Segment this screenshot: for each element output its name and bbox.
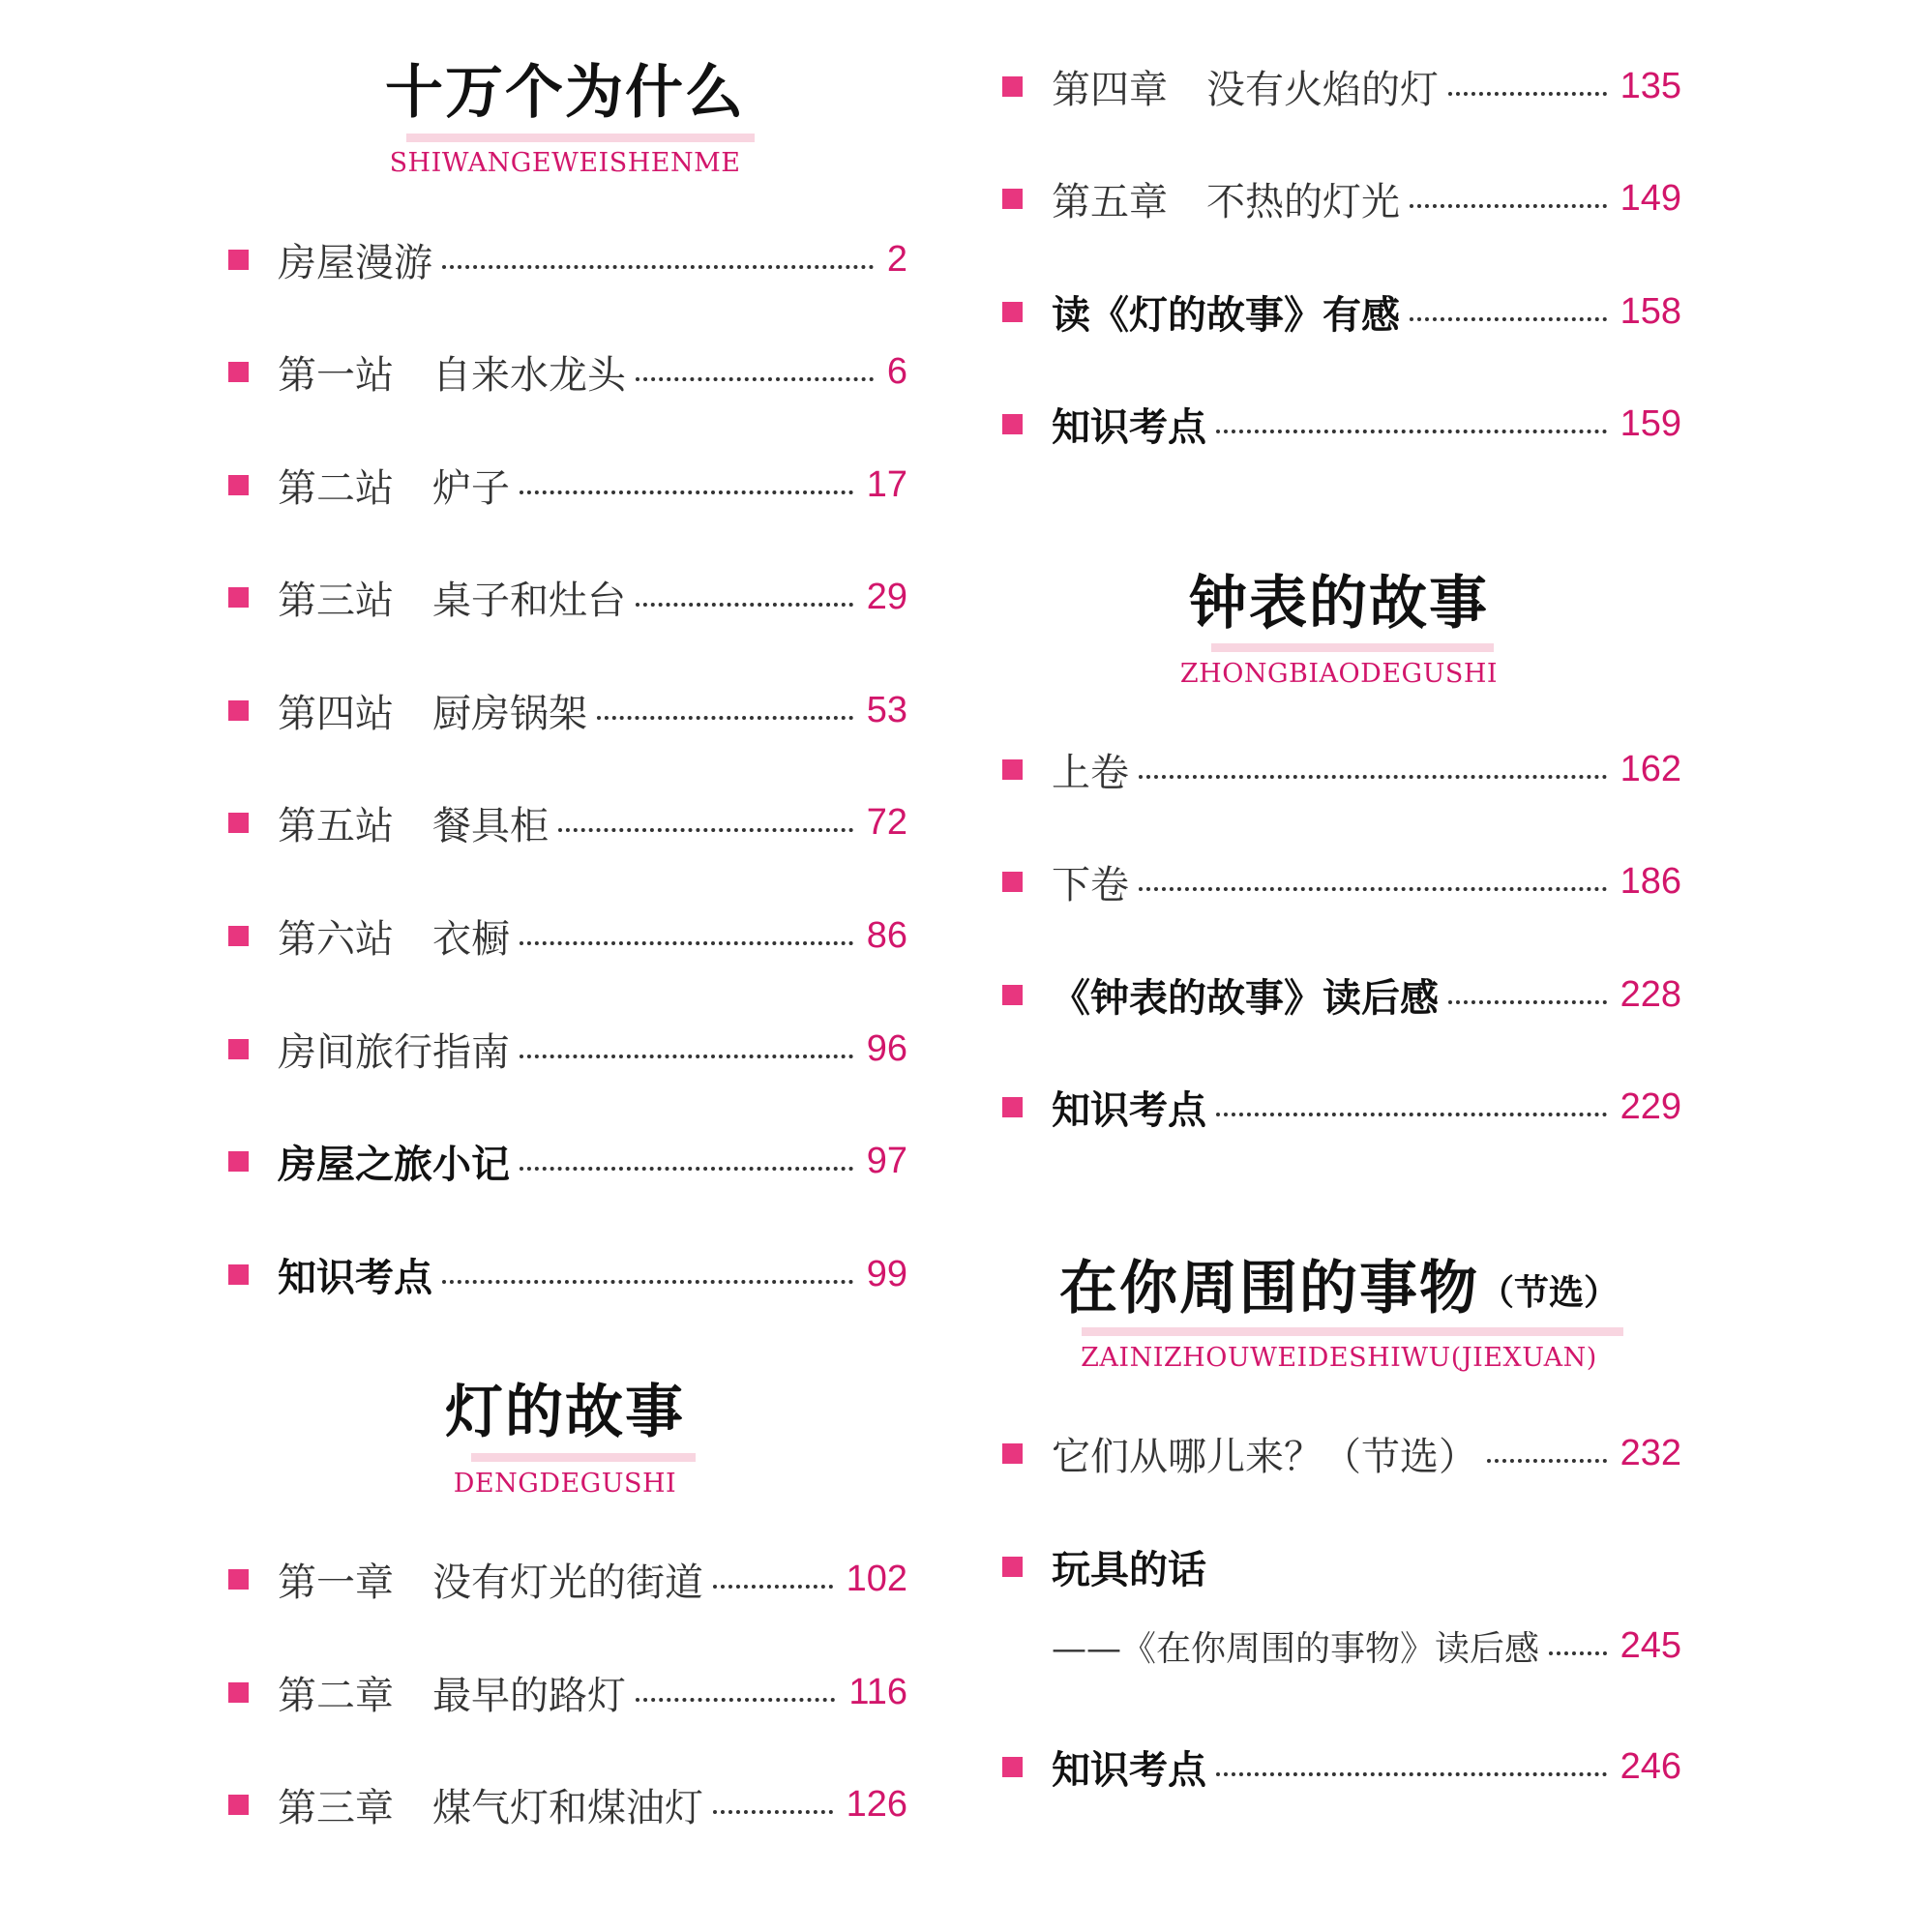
dot-leader (1549, 1651, 1607, 1655)
toc-entry[interactable] (996, 740, 1681, 798)
entry-label: 知识考点 (1052, 404, 1206, 450)
entry-label: 房屋漫游 (278, 240, 432, 285)
toc-entry[interactable] (223, 456, 907, 514)
dot-leader (1216, 430, 1607, 433)
section-title-text: 在你周围的事物 (1058, 1255, 1479, 1323)
section-title: 十万个为什么 (385, 59, 745, 127)
dot-leader (1410, 204, 1607, 208)
dot-leader (1410, 317, 1607, 321)
entry-page: 232 (1620, 1432, 1681, 1473)
bullet-icon (228, 926, 249, 946)
entry-page: 17 (866, 463, 907, 505)
bullet-icon (1002, 1097, 1023, 1117)
section-pinyin: SHIWANGEWEISHENME (389, 148, 741, 178)
entry-label: 第五章 不热的灯光 (1052, 179, 1400, 224)
toc-entry[interactable] (223, 793, 907, 851)
toc-entry[interactable] (996, 395, 1681, 453)
toc-entry[interactable] (223, 1132, 907, 1190)
section-title-note: （节选） (1478, 1272, 1619, 1313)
entry-label: 第二站 炉子 (278, 465, 510, 511)
dot-leader (1216, 1772, 1607, 1776)
dot-leader (520, 1055, 853, 1058)
toc-entry[interactable] (996, 1537, 1681, 1595)
toc-entry[interactable] (223, 342, 907, 401)
section-title (996, 1254, 1681, 1327)
dot-leader (1216, 1113, 1607, 1116)
entry-page: 72 (866, 801, 907, 843)
toc-entry[interactable] (996, 282, 1681, 341)
bullet-icon (228, 475, 249, 495)
title-underline (406, 134, 755, 142)
entry-page: 97 (866, 1140, 907, 1181)
entry-label: 第五站 餐具柜 (278, 803, 549, 848)
dot-leader (636, 603, 853, 607)
entry-label: 第六站 衣橱 (278, 916, 510, 962)
bullet-icon (228, 362, 249, 382)
entry-label: ——《在你周围的事物》读后感 (1052, 1628, 1540, 1669)
entry-page: 228 (1620, 973, 1681, 1015)
dot-leader (442, 1280, 853, 1284)
entry-page: 2 (886, 238, 907, 280)
entry-page: 96 (866, 1027, 907, 1069)
toc-entry[interactable] (996, 169, 1681, 227)
entry-page: 158 (1620, 290, 1681, 332)
bullet-icon (1002, 189, 1023, 209)
entry-page: 53 (866, 689, 907, 730)
bullet-icon (228, 1795, 249, 1815)
entry-label: 第二章 最早的路灯 (278, 1673, 626, 1718)
bullet-icon (1002, 985, 1023, 1005)
dot-leader (1487, 1459, 1607, 1463)
toc-entry[interactable] (223, 568, 907, 626)
entry-label: 第一站 自来水龙头 (278, 352, 626, 398)
section-title: 钟表的故事 (1189, 570, 1489, 638)
bullet-icon (1002, 872, 1023, 892)
bullet-icon (228, 1569, 249, 1590)
entry-label: 第三站 桌子和灶台 (278, 578, 626, 623)
entry-page: 245 (1620, 1624, 1681, 1666)
toc-entry[interactable] (996, 1424, 1681, 1482)
dot-leader (1139, 775, 1607, 779)
bullet-icon (228, 1682, 249, 1703)
bullet-icon (1002, 759, 1023, 780)
dot-leader (1139, 887, 1607, 891)
entry-page: 102 (846, 1558, 907, 1599)
entry-page: 162 (1620, 748, 1681, 789)
entry-page: 135 (1620, 65, 1681, 106)
entry-label: 第四章 没有火焰的灯 (1052, 67, 1439, 112)
entry-label: 上卷 (1052, 750, 1129, 795)
entry-page: 86 (866, 914, 907, 956)
title-underline (471, 1453, 696, 1462)
dot-leader (1448, 92, 1607, 96)
dot-leader (636, 1698, 835, 1702)
bullet-icon (1002, 76, 1023, 97)
dot-leader (636, 377, 874, 381)
toc-entry[interactable] (223, 907, 907, 965)
bullet-icon (228, 250, 249, 270)
dot-leader (520, 1167, 853, 1171)
entry-label: 它们从哪儿来？（节选） (1052, 1434, 1477, 1479)
entry-label: 下卷 (1052, 862, 1129, 907)
entry-page: 186 (1620, 860, 1681, 902)
title-underline (1082, 1327, 1623, 1336)
bullet-icon (228, 587, 249, 608)
entry-label: 第四站 厨房锅架 (278, 691, 587, 736)
toc-entry[interactable] (223, 1550, 907, 1608)
toc-entry[interactable] (223, 230, 907, 288)
section-pinyin: ZAINIZHOUWEIDESHIWU(JIEXUAN) (1081, 1343, 1597, 1373)
toc-entry[interactable] (223, 1020, 907, 1078)
toc-entry[interactable] (996, 1738, 1681, 1796)
dot-leader (713, 1585, 833, 1589)
entry-label: 《钟表的故事》读后感 (1052, 975, 1439, 1021)
section-title: 灯的故事 (445, 1379, 685, 1446)
toc-entry[interactable] (996, 57, 1681, 115)
dot-leader (442, 265, 874, 269)
entry-page: 159 (1620, 402, 1681, 444)
dot-leader (597, 716, 853, 720)
section-pinyin: DENGDEGUSHI (453, 1469, 677, 1499)
entry-page: 116 (848, 1671, 907, 1712)
title-underline (1211, 643, 1494, 652)
bullet-icon (1002, 414, 1023, 434)
dot-leader (713, 1810, 833, 1814)
entry-page: 99 (866, 1253, 907, 1294)
bullet-icon (1002, 1443, 1023, 1464)
entry-label: 知识考点 (278, 1255, 432, 1300)
entry-label: 第一章 没有灯光的街道 (278, 1560, 703, 1605)
entry-label: 知识考点 (1052, 1087, 1206, 1133)
entry-page: 229 (1620, 1085, 1681, 1127)
bullet-icon (228, 813, 249, 833)
bullet-icon (228, 1151, 249, 1172)
toc-entry[interactable] (223, 1245, 907, 1303)
bullet-icon (228, 700, 249, 721)
dot-leader (1448, 1000, 1607, 1004)
toc-entry[interactable] (996, 966, 1681, 1024)
dot-leader (520, 490, 853, 494)
bullet-icon (228, 1039, 249, 1059)
entry-page: 246 (1620, 1745, 1681, 1787)
entry-label: 知识考点 (1052, 1747, 1206, 1793)
entry-label: 读《灯的故事》有感 (1052, 292, 1400, 338)
bullet-icon (1002, 1557, 1023, 1577)
toc-entry[interactable] (996, 1078, 1681, 1136)
dot-leader (520, 941, 853, 945)
entry-label: 房间旅行指南 (278, 1029, 510, 1075)
bullet-icon (228, 1264, 249, 1285)
bullet-icon (1002, 302, 1023, 322)
dot-leader (558, 828, 853, 832)
entry-label: 第三章 煤气灯和煤油灯 (278, 1785, 703, 1830)
entry-label: 玩具的话 (1052, 1547, 1206, 1592)
bullet-icon (1002, 1757, 1023, 1777)
entry-page: 126 (846, 1783, 907, 1825)
toc-entry[interactable] (996, 852, 1681, 910)
entry-page: 29 (866, 576, 907, 617)
toc-entry-subtitle[interactable] (996, 1617, 1681, 1675)
entry-label: 房屋之旅小记 (278, 1142, 510, 1187)
toc-entry[interactable] (223, 681, 907, 739)
toc-entry[interactable] (223, 1775, 907, 1833)
entry-page: 149 (1620, 177, 1681, 219)
toc-entry[interactable] (223, 1663, 907, 1721)
entry-page: 6 (886, 350, 907, 392)
section-pinyin: ZHONGBIAODEGUSHI (1179, 659, 1499, 689)
